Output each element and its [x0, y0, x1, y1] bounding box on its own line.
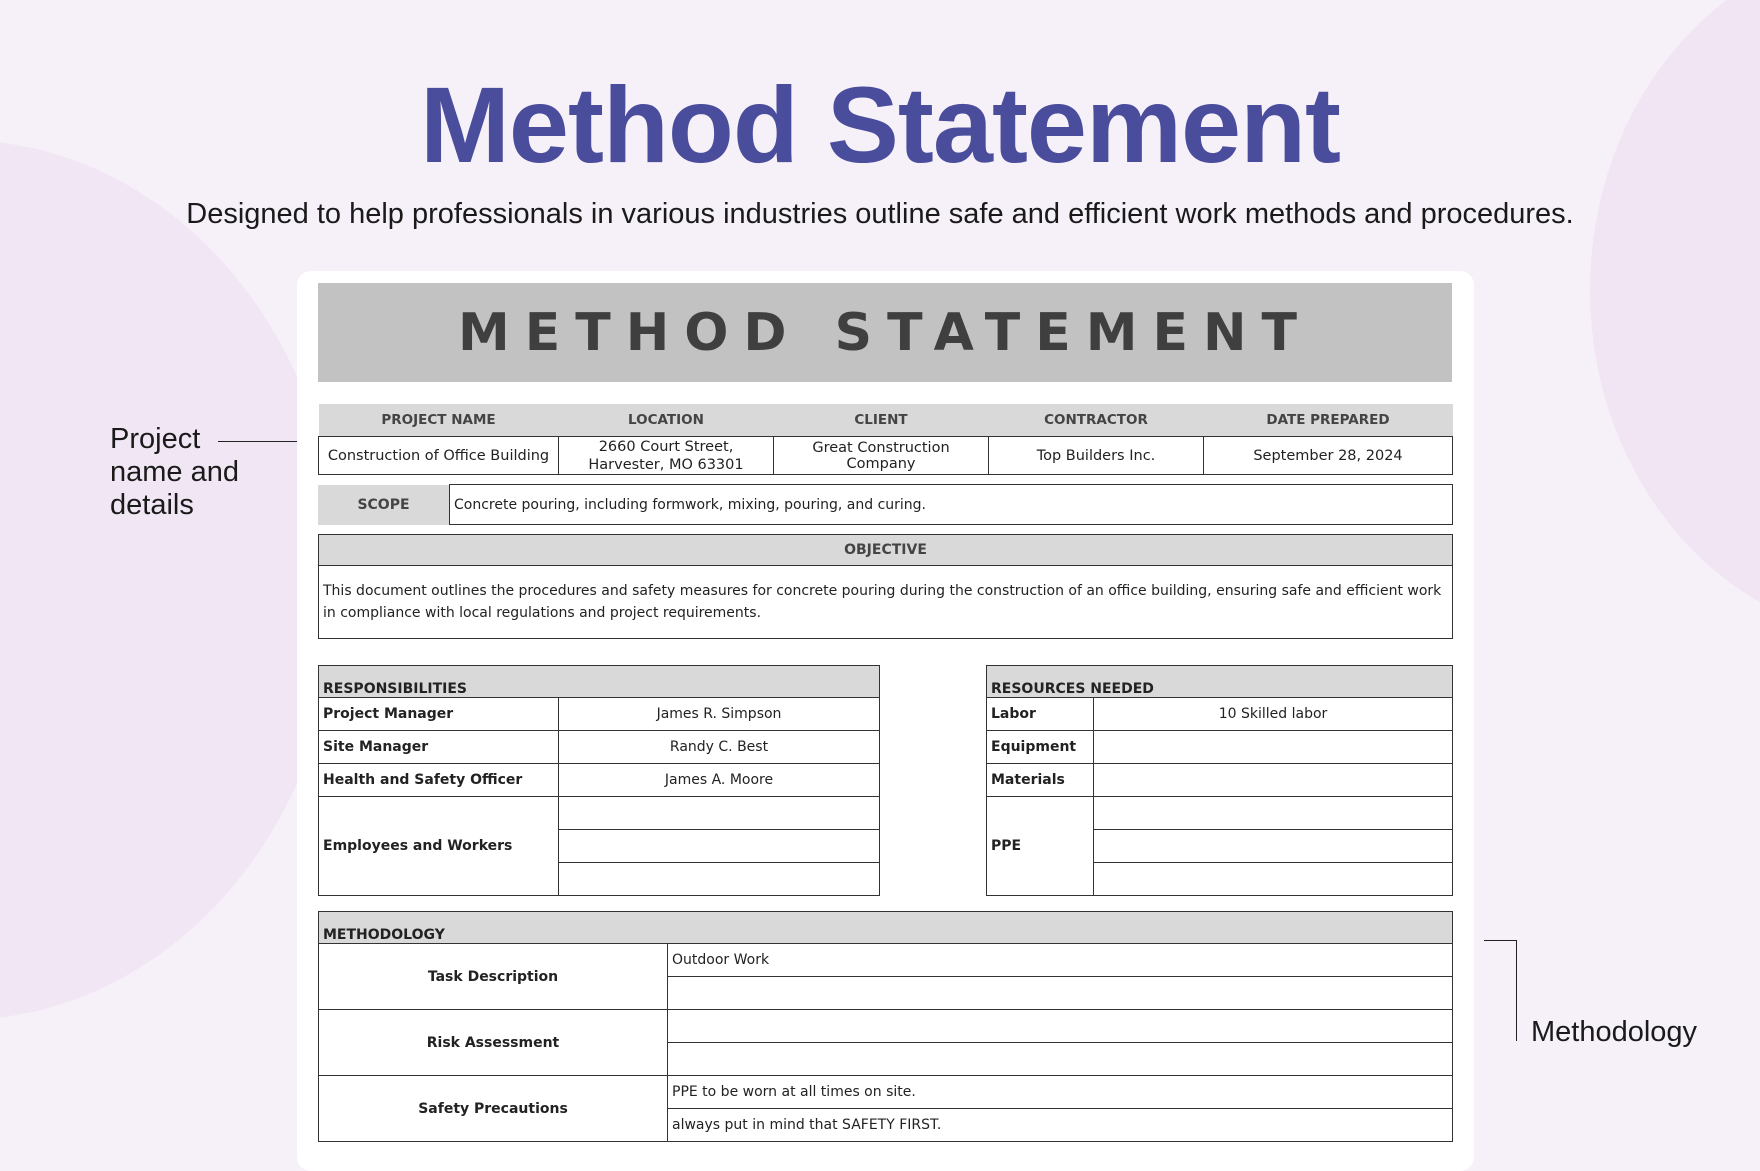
- callout-bracket: [1484, 940, 1517, 1041]
- ppe-entry[interactable]: [1094, 797, 1453, 830]
- resources-title: RESOURCES NEEDED: [987, 666, 1453, 698]
- resource-value[interactable]: [1094, 764, 1453, 797]
- table-row: [987, 731, 1453, 764]
- responsibilities-title: RESPONSIBILITIES: [319, 666, 880, 698]
- scope-table: [318, 484, 1453, 525]
- task-description-line[interactable]: [668, 977, 1453, 1010]
- page-title: Method Statement: [419, 64, 1341, 185]
- project-details-table: [318, 404, 1453, 475]
- resource-label: Labor: [987, 698, 1094, 731]
- scope-value[interactable]: Concrete pouring, including formwork, mixing, pouring, and curing.: [450, 485, 1453, 525]
- table-row: [319, 698, 880, 731]
- table-row: [987, 797, 1453, 830]
- objective-table: [318, 534, 1453, 639]
- table-row: [987, 764, 1453, 797]
- callout-methodology: Methodology: [1531, 1016, 1698, 1048]
- header-project-name: PROJECT NAME: [319, 404, 559, 437]
- client-value[interactable]: Great Construction Company: [774, 437, 989, 475]
- task-description-label: Task Description: [319, 944, 668, 1010]
- role-label: Health and Safety Officer: [319, 764, 559, 797]
- safety-precaution-line[interactable]: PPE to be worn at all times on site.: [668, 1076, 1453, 1109]
- resources-table: [986, 665, 1453, 896]
- methodology-title: METHODOLOGY: [319, 912, 1453, 944]
- safety-precaution-line[interactable]: always put in mind that SAFETY FIRST.: [668, 1109, 1453, 1142]
- worker-entry[interactable]: [559, 863, 880, 896]
- worker-entry[interactable]: [559, 830, 880, 863]
- role-name[interactable]: James A. Moore: [559, 764, 880, 797]
- role-label: Site Manager: [319, 731, 559, 764]
- document-sheet: [297, 271, 1474, 1171]
- ppe-entry[interactable]: [1094, 830, 1453, 863]
- resource-label: Materials: [987, 764, 1094, 797]
- location-value[interactable]: 2660 Court Street, Harvester, MO 63301: [559, 437, 774, 475]
- header-date-prepared: DATE PREPARED: [1204, 404, 1453, 437]
- date-prepared-value[interactable]: September 28, 2024: [1204, 437, 1453, 475]
- role-name[interactable]: Randy C. Best: [559, 731, 880, 764]
- table-row: [319, 797, 880, 830]
- callout-project-details: Project name and details: [110, 423, 239, 521]
- header-location: LOCATION: [559, 404, 774, 437]
- worker-entry[interactable]: [559, 797, 880, 830]
- task-description-line[interactable]: Outdoor Work: [668, 944, 1453, 977]
- table-row: [319, 731, 880, 764]
- safety-precautions-label: Safety Precautions: [319, 1076, 668, 1142]
- objective-label: OBJECTIVE: [319, 535, 1453, 566]
- role-name[interactable]: James R. Simpson: [559, 698, 880, 731]
- table-row: [319, 944, 1453, 977]
- methodology-table: [318, 911, 1453, 1142]
- role-label: Project Manager: [319, 698, 559, 731]
- callout-line: [218, 441, 308, 442]
- table-row: [319, 1010, 1453, 1043]
- header-contractor: CONTRACTOR: [989, 404, 1204, 437]
- table-row: [319, 1076, 1453, 1109]
- project-values-row: [319, 437, 1453, 475]
- risk-assessment-label: Risk Assessment: [319, 1010, 668, 1076]
- risk-assessment-line[interactable]: [668, 1043, 1453, 1076]
- project-name-value[interactable]: Construction of Office Building: [319, 437, 559, 475]
- workers-label: Employees and Workers: [319, 797, 559, 896]
- risk-assessment-line[interactable]: [668, 1010, 1453, 1043]
- document-banner: METHOD STATEMENT: [318, 283, 1452, 382]
- resource-value[interactable]: [1094, 731, 1453, 764]
- table-row: [987, 698, 1453, 731]
- background-shape: [0, 140, 340, 1020]
- project-header-row: [319, 404, 1453, 437]
- ppe-label: PPE: [987, 797, 1094, 896]
- responsibilities-table: [318, 665, 880, 896]
- header-client: CLIENT: [774, 404, 989, 437]
- ppe-entry[interactable]: [1094, 863, 1453, 896]
- contractor-value[interactable]: Top Builders Inc.: [989, 437, 1204, 475]
- table-row: [319, 764, 880, 797]
- scope-label: SCOPE: [318, 485, 450, 525]
- resource-label: Equipment: [987, 731, 1094, 764]
- resource-value[interactable]: 10 Skilled labor: [1094, 698, 1453, 731]
- objective-text[interactable]: This document outlines the procedures and safety measures for concrete pouring during the construction of an office building, ensuring safe and efficient work in compliance with local regulations and project requirements.: [319, 566, 1453, 639]
- page-subtitle: Designed to help professionals in various industries outline safe and efficient work methods and procedures.: [186, 198, 1574, 230]
